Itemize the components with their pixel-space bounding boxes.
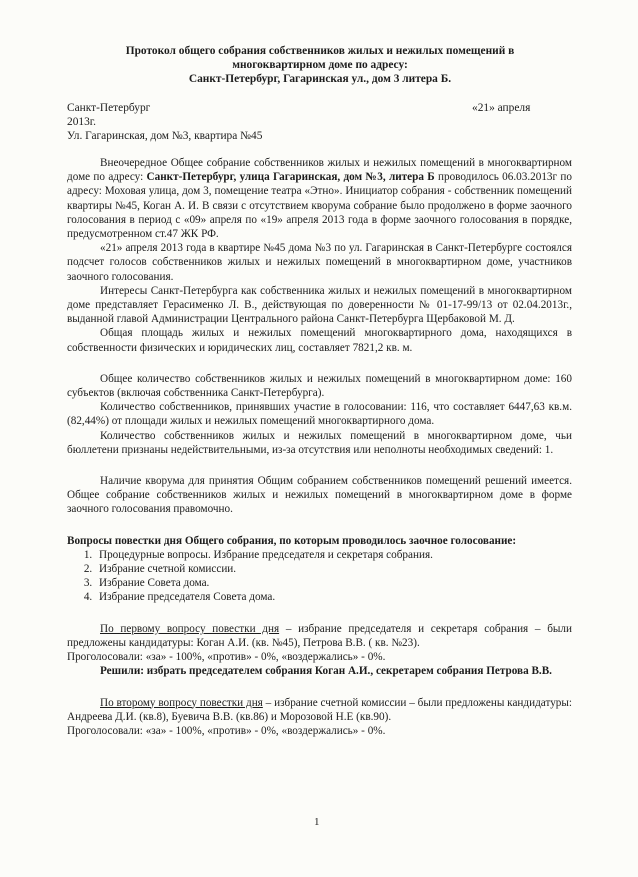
document-body: [67, 156, 572, 738]
page-number: 1: [314, 816, 320, 828]
paragraph-spb-representative: Интересы Санкт-Петербурга как собственника жилых и нежилых помещений в многоквартирном доме представляет Герасименко Л. В., действующая по доверенности № 01-17-99/13 от 02.04.2013г., выданной главой Администрации Центрального района Санкт-Петербурга Щербаковой М. Д.: [67, 284, 572, 326]
q1-text: – избрание председателя и секретаря собрания – были предложены кандидатуры: Коган А.И. (кв. №45), Петрова В.В. ( кв. №23).: [67, 622, 572, 649]
q2-lead: По второму вопросу повестки дня: [100, 696, 263, 709]
q2-paragraph: [67, 696, 572, 724]
q1-paragraph: [67, 622, 572, 650]
q1-lead: По первому вопросу повестки дня: [100, 622, 280, 635]
title-line-1: Протокол общего собрания собственников жилых и нежилых помещений в: [125, 45, 515, 57]
intro-address: Санкт-Петербург, улица Гагаринская, дом №3, литера Б: [146, 171, 435, 184]
meta-location: [67, 101, 262, 143]
meta-year: 2013г.: [67, 116, 97, 128]
agenda-item: 3. Избрание Совета дома.: [95, 576, 572, 590]
document-title: [70, 44, 570, 86]
meta-city: Санкт-Петербург: [67, 102, 151, 114]
agenda-item: 1. Процедурные вопросы. Избрание председателя и секретаря собрания.: [95, 548, 572, 562]
title-line-2: многоквартирном доме по адресу:: [232, 59, 408, 71]
paragraph-invalid-ballots: Количество собственников жилых и нежилых помещений в многоквартирном доме, чьи бюллетени признаны недействительными, из-за отсутствия или неполноты необходимых сведений: 1.: [67, 429, 572, 456]
paragraph-intro: [67, 156, 572, 241]
agenda-list: [67, 548, 572, 605]
q1-decision: Решили: избрать председателем собрания Коган А.И., секретарем собрания Петрова В.В.: [100, 665, 552, 678]
intro-part-c: проводилось 06.03.2013г по адресу: Моховая улица, дом 3, помещение театра «Этно». Инициатор собрания - собственник помещений квартиры №45, Коган А. И. В связи с отсутствием кворума собрание было продолжено в форме заочного голосования в период с «09» апреля по «19» апреля 2013 года в форме заочного голосования в порядке, предусмотренном ст.47 ЖК РФ.: [67, 171, 572, 241]
meta-date: «21» апреля: [472, 102, 531, 114]
meta-address: Ул. Гагаринская, дом №3, квартира №45: [67, 130, 263, 142]
paragraph-owners-total: Общее количество собственников жилых и нежилых помещений в многоквартирном доме: 160 субъектов (включая собственника Санкт-Петербурга).: [67, 372, 572, 400]
paragraph-total-area: Общая площадь жилых и нежилых помещений многоквартирного дома, находящихся в собственности физических и юридических лиц, составляет 7821,2 кв. м.: [67, 327, 572, 354]
paragraph-count-date: «21» апреля 2013 года в квартире №45 дома №3 по ул. Гагаринская в Санкт-Петербурге состоялся подсчет голосов собственников жилых и нежилых помещений в многоквартирном доме, участников заочного голосования.: [67, 242, 572, 283]
paragraph-quorum: Наличие кворума для принятия Общим собранием собственников помещений решений имеется. Общее собрание собственников жилых и нежилых помещений в многоквартирном доме в форме заочного голосования правомочно.: [67, 475, 572, 516]
paragraph-participants: Количество собственников, принявших участие в голосовании: 116, что составляет 6447,63 кв.м. (82,44%) от площади жилых и нежилых помещений многоквартирного дома.: [67, 401, 572, 428]
q2-text: – избрание счетной комиссии – были предложены кандидатуры: Андреева Д.И. (кв.8), Буевича В.В. (кв.86) и Морозовой Н.Е (кв.90).: [67, 696, 573, 723]
title-line-3: Санкт-Петербург, Гагаринская ул., дом 3 литера Б.: [188, 73, 452, 85]
agenda-heading: Вопросы повестки дня Общего собрания, по которым проводилось заочное голосование:: [67, 534, 517, 547]
agenda-item: 4. Избрание председателя Совета дома.: [95, 590, 572, 604]
q2-votes: Проголосовали: «за» - 100%, «против» - 0%, «воздержались» - 0%.: [67, 724, 386, 737]
q1-votes: Проголосовали: «за» - 100%, «против» - 0%, «воздержались» - 0%.: [67, 651, 386, 664]
intro-part-a: Внеочередное Общее собрание собственников жилых и нежилых помещений в многоквартирном доме по адресу:: [67, 157, 572, 184]
agenda-item: 2. Избрание счетной комиссии.: [95, 562, 572, 576]
